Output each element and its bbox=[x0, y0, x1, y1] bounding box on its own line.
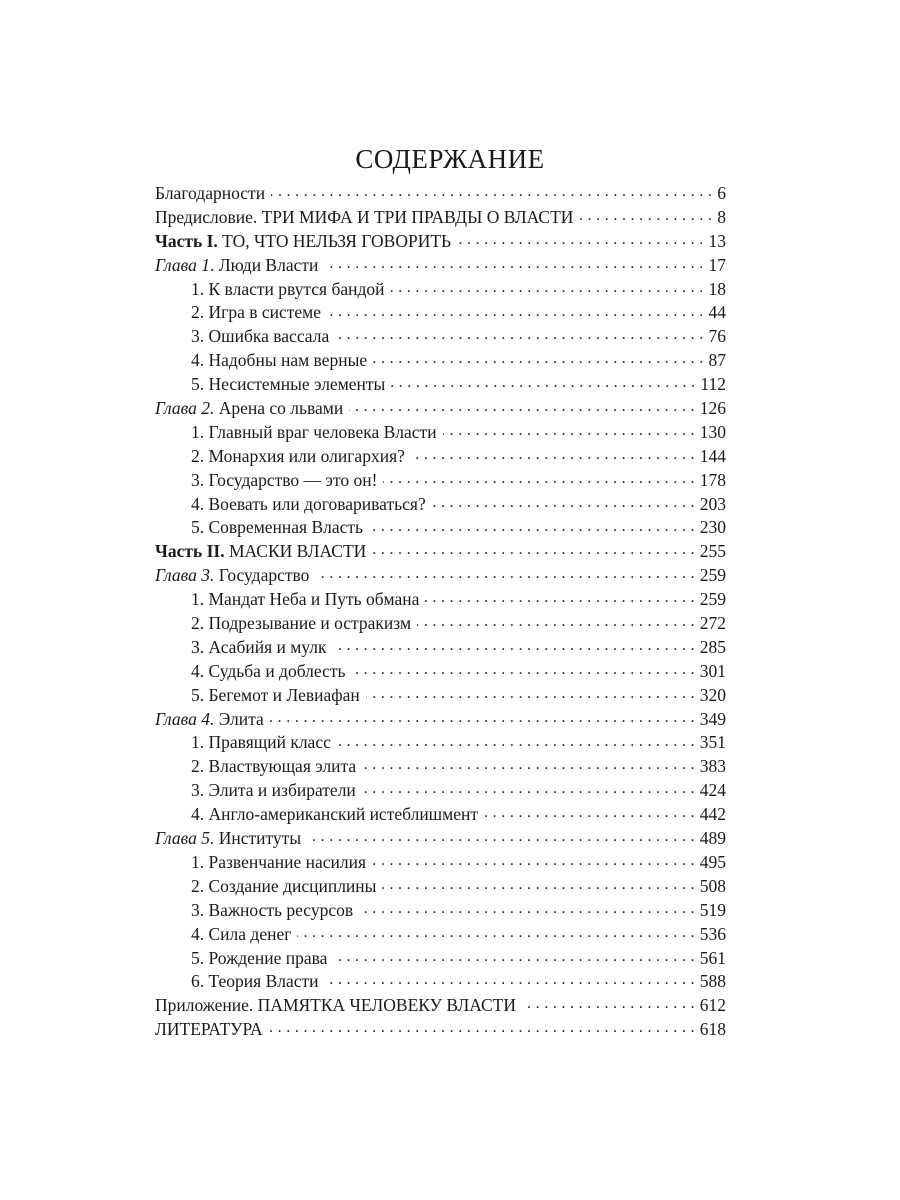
toc-subentry bbox=[155, 923, 726, 947]
dot-leader bbox=[425, 591, 694, 605]
toc-page-number: 259 bbox=[699, 565, 726, 586]
dot-leader bbox=[372, 543, 694, 557]
toc-entry-title: 3. Государство — это он! bbox=[191, 469, 378, 490]
toc-page-number: 519 bbox=[699, 899, 726, 920]
toc-subentry bbox=[155, 947, 726, 971]
toc-page-number: 320 bbox=[699, 684, 726, 705]
toc-page-number: 44 bbox=[708, 302, 726, 323]
toc-entry-label bbox=[191, 803, 478, 827]
toc-entry-prefix: Часть I. bbox=[155, 230, 218, 251]
toc-page-number: 8 bbox=[717, 206, 726, 227]
dot-leader bbox=[579, 209, 712, 223]
dot-leader bbox=[522, 997, 695, 1011]
toc-entry-title: 2. Властвующая элита bbox=[191, 756, 357, 777]
toc-entry-label bbox=[155, 397, 343, 421]
dot-leader bbox=[333, 639, 695, 653]
toc-entry bbox=[155, 564, 726, 588]
toc-entry-label bbox=[191, 970, 319, 994]
toc-entry-label bbox=[155, 206, 573, 230]
dot-leader bbox=[325, 973, 695, 987]
toc-entry-label bbox=[155, 827, 301, 851]
toc-page-number: 17 bbox=[708, 254, 726, 275]
toc-entry-label bbox=[191, 588, 419, 612]
dot-leader bbox=[362, 782, 695, 796]
toc-entry-title: Арена со львами bbox=[214, 398, 344, 419]
toc-entry-label bbox=[191, 851, 366, 875]
toc-subentry bbox=[155, 899, 726, 923]
toc-entry-title: 2. Монархия или олигархия? bbox=[191, 445, 405, 466]
toc-subentry bbox=[155, 325, 726, 349]
dot-leader bbox=[366, 687, 695, 701]
toc-subentry bbox=[155, 373, 726, 397]
toc-page-number: 76 bbox=[708, 326, 726, 347]
dot-leader bbox=[411, 448, 695, 462]
toc-entry-title: 4. Судьба и доблесть bbox=[191, 660, 346, 681]
toc-page-number: 178 bbox=[699, 469, 726, 490]
toc-entry-title: ТО, ЧТО НЕЛЬЗЯ ГОВОРИТЬ bbox=[217, 230, 452, 251]
toc-page-number: 618 bbox=[699, 1019, 726, 1040]
dot-leader bbox=[271, 185, 712, 199]
toc-page-number: 349 bbox=[699, 708, 726, 729]
dot-leader bbox=[315, 567, 694, 581]
toc-entry bbox=[155, 994, 726, 1018]
toc-page-number: 272 bbox=[699, 613, 726, 634]
toc-entry-label bbox=[155, 994, 516, 1018]
toc-subentry bbox=[155, 660, 726, 684]
dot-leader bbox=[349, 400, 695, 414]
toc-entry bbox=[155, 182, 726, 206]
toc-page-number: 536 bbox=[699, 923, 726, 944]
dot-leader bbox=[484, 806, 695, 820]
toc-entry-label bbox=[191, 875, 376, 899]
toc-page-number: 255 bbox=[699, 541, 726, 562]
toc-entry-label bbox=[191, 493, 426, 517]
dot-leader bbox=[443, 424, 695, 438]
toc-page-number: 424 bbox=[699, 780, 726, 801]
toc-subentry bbox=[155, 851, 726, 875]
dot-leader bbox=[362, 758, 695, 772]
toc-subentry bbox=[155, 731, 726, 755]
toc-entry-title: Институты bbox=[214, 828, 302, 849]
toc-entry-prefix: Глава 2. bbox=[155, 398, 215, 419]
toc-entry-title: 3. Важность ресурсов bbox=[191, 899, 354, 920]
toc-page-number: 230 bbox=[699, 517, 726, 538]
toc-entry bbox=[155, 254, 726, 278]
table-of-contents bbox=[155, 182, 726, 1042]
toc-subentry bbox=[155, 469, 726, 493]
toc-entry-title: Приложение. ПАМЯТКА ЧЕЛОВЕКУ ВЛАСТИ bbox=[155, 995, 516, 1016]
toc-entry-title: 2. Подрезывание и остракизм bbox=[191, 613, 412, 634]
toc-entry-title: 5. Несистемные элементы bbox=[191, 374, 386, 395]
toc-entry-label bbox=[155, 540, 366, 564]
dot-leader bbox=[382, 878, 694, 892]
toc-page-number: 561 bbox=[699, 947, 726, 968]
dot-leader bbox=[417, 615, 695, 629]
toc-subentry bbox=[155, 349, 726, 373]
toc-entry bbox=[155, 230, 726, 254]
dot-leader bbox=[369, 519, 695, 533]
toc-subentry bbox=[155, 970, 726, 994]
toc-subentry bbox=[155, 421, 726, 445]
dot-leader bbox=[297, 926, 694, 940]
toc-entry-title: 1. Мандат Неба и Путь обмана bbox=[191, 589, 420, 610]
toc-entry bbox=[155, 1018, 726, 1042]
toc-entry-label bbox=[191, 923, 291, 947]
toc-entry-prefix: Глава 4. bbox=[155, 708, 215, 729]
toc-entry-title: 5. Бегемот и Левиафан bbox=[191, 684, 360, 705]
toc-page-number: 259 bbox=[699, 589, 726, 610]
toc-page-number: 126 bbox=[699, 398, 726, 419]
toc-entry bbox=[155, 540, 726, 564]
toc-page-number: 489 bbox=[699, 828, 726, 849]
toc-entry-label bbox=[191, 349, 367, 373]
toc-entry-label bbox=[191, 612, 411, 636]
toc-entry-title: 4. Воевать или договариваться? bbox=[191, 493, 426, 514]
toc-entry-label bbox=[191, 516, 363, 540]
toc-subentry bbox=[155, 636, 726, 660]
toc-page-number: 203 bbox=[699, 493, 726, 514]
toc-page-number: 130 bbox=[699, 421, 726, 442]
toc-subentry bbox=[155, 803, 726, 827]
dot-leader bbox=[383, 472, 694, 486]
toc-subentry bbox=[155, 755, 726, 779]
toc-entry-title: 5. Рождение права bbox=[191, 947, 328, 968]
dot-leader bbox=[335, 328, 703, 342]
dot-leader bbox=[391, 376, 695, 390]
toc-subentry bbox=[155, 684, 726, 708]
toc-entry bbox=[155, 708, 726, 732]
toc-entry-title: МАСКИ ВЛАСТИ bbox=[224, 541, 367, 562]
toc-entry-label bbox=[191, 325, 329, 349]
dot-leader bbox=[270, 711, 695, 725]
toc-entry-prefix: Глава 1 bbox=[155, 254, 210, 275]
toc-entry-title: Предисловие. ТРИ МИФА И ТРИ ПРАВДЫ О ВЛАСТИ bbox=[155, 206, 574, 227]
toc-entry-title: 1. Правящий класс bbox=[191, 732, 331, 753]
toc-page-number: 508 bbox=[699, 875, 726, 896]
toc-entry-title: Благодарности bbox=[155, 183, 266, 203]
toc-entry-label bbox=[191, 660, 346, 684]
toc-entry-label bbox=[155, 182, 265, 206]
toc-entry-prefix: Часть II. bbox=[155, 541, 225, 562]
toc-page-number: 6 bbox=[717, 183, 726, 203]
toc-page-number: 351 bbox=[699, 732, 726, 753]
toc-entry-title: 1. Главный враг человека Власти bbox=[191, 421, 437, 442]
toc-entry bbox=[155, 827, 726, 851]
toc-entry-label bbox=[191, 899, 353, 923]
toc-page-number: 13 bbox=[708, 230, 726, 251]
toc-entry-prefix: Глава 3. bbox=[155, 565, 215, 586]
toc-entry-label bbox=[191, 421, 437, 445]
toc-subentry bbox=[155, 445, 726, 469]
dot-leader bbox=[359, 902, 695, 916]
toc-entry-title: 2. Игра в системе bbox=[191, 302, 322, 323]
toc-entry-label bbox=[191, 779, 356, 803]
toc-page-number: 495 bbox=[699, 851, 726, 872]
dot-leader bbox=[337, 734, 695, 748]
toc-entry-title: Элита bbox=[214, 708, 264, 729]
toc-entry-title: 2. Создание дисциплины bbox=[191, 875, 377, 896]
dot-leader bbox=[324, 257, 703, 271]
dot-leader bbox=[352, 663, 695, 677]
toc-page-number: 442 bbox=[699, 804, 726, 825]
dot-leader bbox=[307, 830, 695, 844]
toc-subentry bbox=[155, 779, 726, 803]
toc-entry-label bbox=[155, 564, 309, 588]
toc-entry-title: 1. Развенчание насилия bbox=[191, 851, 367, 872]
toc-entry-label bbox=[191, 469, 377, 493]
toc-entry-title: 4. Англо-американский истеблишмент bbox=[191, 804, 479, 825]
toc-entry-label bbox=[191, 731, 331, 755]
dot-leader bbox=[327, 304, 703, 318]
toc-page-number: 285 bbox=[699, 636, 726, 657]
toc-entry bbox=[155, 397, 726, 421]
toc-entry-label bbox=[191, 373, 385, 397]
toc-entry-label bbox=[155, 230, 451, 254]
toc-subentry bbox=[155, 612, 726, 636]
toc-entry-title: ЛИТЕРАТУРА bbox=[155, 1019, 263, 1040]
toc-entry-title: 3. Асабийя и мулк bbox=[191, 636, 327, 657]
toc-subentry bbox=[155, 588, 726, 612]
toc-page-number: 18 bbox=[708, 278, 726, 299]
toc-entry-title: . Люди Власти bbox=[209, 254, 319, 275]
toc-page-number: 301 bbox=[699, 660, 726, 681]
toc-entry-label bbox=[191, 947, 327, 971]
toc-subentry bbox=[155, 516, 726, 540]
toc-page-number: 383 bbox=[699, 756, 726, 777]
dot-leader bbox=[373, 352, 703, 366]
dot-leader bbox=[269, 1021, 695, 1035]
toc-page-number: 588 bbox=[699, 971, 726, 992]
toc-subentry bbox=[155, 875, 726, 899]
page-title: СОДЕРЖАНИЕ bbox=[355, 144, 545, 175]
dot-leader bbox=[333, 950, 694, 964]
toc-entry-label bbox=[155, 708, 264, 732]
toc-subentry bbox=[155, 301, 726, 325]
toc-subentry bbox=[155, 493, 726, 517]
toc-entry-label bbox=[191, 278, 385, 302]
toc-page-number: 87 bbox=[708, 350, 726, 371]
toc-entry bbox=[155, 206, 726, 230]
toc-entry-label bbox=[191, 445, 405, 469]
toc-entry-title: 5. Современная Власть bbox=[191, 517, 364, 538]
toc-page-number: 612 bbox=[699, 995, 726, 1016]
dot-leader bbox=[391, 281, 704, 295]
toc-entry-label bbox=[191, 684, 360, 708]
toc-entry-label bbox=[191, 755, 356, 779]
toc-entry-label bbox=[155, 1018, 263, 1042]
toc-entry-title: 6. Теория Власти bbox=[191, 971, 319, 992]
dot-leader bbox=[372, 854, 695, 868]
toc-entry-title: 3. Ошибка вассала bbox=[191, 326, 330, 347]
toc-entry-prefix: Глава 5. bbox=[155, 828, 215, 849]
toc-entry-title: 4. Сила денег bbox=[191, 923, 292, 944]
toc-entry-label bbox=[191, 636, 327, 660]
toc-entry-title: 3. Элита и избиратели bbox=[191, 780, 356, 801]
toc-entry-label bbox=[191, 301, 321, 325]
toc-entry-label bbox=[155, 254, 318, 278]
toc-entry-title: Государство bbox=[214, 565, 310, 586]
toc-subentry bbox=[155, 278, 726, 302]
toc-entry-title: 1. К власти рвутся бандой bbox=[191, 278, 385, 299]
dot-leader bbox=[457, 233, 703, 247]
toc-page-number: 112 bbox=[700, 374, 726, 395]
toc-entry-title: 4. Надобны нам верные bbox=[191, 350, 368, 371]
toc-page-number: 144 bbox=[699, 445, 726, 466]
dot-leader bbox=[432, 496, 695, 510]
